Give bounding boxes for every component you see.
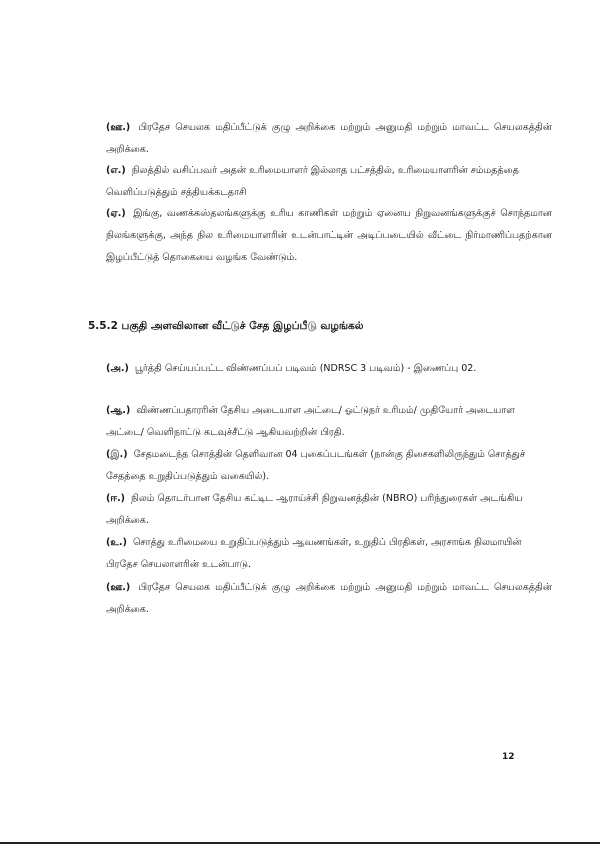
- paragraph-e: [106, 160, 552, 204]
- item-text: இங்கு, வணக்கஸ்தலங்களுக்கு உரிய காணிகள் மற்றும் ஏனைய நிறுவனங்களுக்குச் சொந்தமான நிலங்களுக்கு, அந்த நில உரிமையாளரின் உடன்பாட்டின் அடிப்படையில் வீட்டை நிர்மாணிப்பதற்கான இழப்பீட்டுத் தொகையை வழங்க வேண்டும்.: [106, 208, 552, 263]
- paragraph-ee: [106, 203, 552, 269]
- paragraph-ii: [106, 488, 552, 532]
- item-text: சொத்து உரிமையை உறுதிப்படுத்தும் ஆவணங்கள், உறுதிப் பிரதிகள், அரசாங்க நிலமாயின் பிரதேச செயலாளரின் உடன்பாடு.: [106, 537, 522, 570]
- paragraph-aa: [106, 400, 552, 444]
- item-marker: (ஏ.): [106, 208, 126, 219]
- section-heading: 5.5.2 பகுதி அளவிலான வீட்டுச் சேத இழப்பீடு வழங்கல்: [88, 320, 364, 332]
- paragraph-uu-2: [106, 577, 552, 621]
- page-number: 12: [502, 752, 515, 762]
- item-marker: (இ.): [106, 449, 128, 460]
- item-text: விண்ணப்பதாரரின் தேசிய அடையாள அட்டை/ ஓட்டுநர் உரிமம்/ முதியோர் அடையாள அட்டை/ வெளிநாட்டு கடவுச்சீட்டு ஆகியவற்றின் பிரதி.: [106, 405, 515, 438]
- item-text: நிலம் தொடர்பான தேசிய கட்டிட ஆராய்ச்சி நிறுவனத்தின் (NBRO) பரிந்துரைகள் அடங்கிய அறிக்கை.: [106, 493, 523, 526]
- item-text: நிலத்தில் வசிப்பவர் அதன் உரிமையாளர் இல்லாத பட்சத்தில், உரிமையாளரின் சம்மதத்தை வெளிப்படுத்தும் சத்தியக்கடதாசி: [106, 165, 519, 198]
- item-marker: (எ.): [106, 165, 126, 176]
- paragraph-i: [106, 444, 552, 488]
- item-text: பூர்த்தி செய்யப்பட்ட விண்ணப்பப் படிவம் (NDRSC 3 படிவம்) - இணைப்பு 02.: [134, 363, 477, 374]
- item-marker: (அ.): [106, 363, 129, 374]
- item-marker: (ஆ.): [106, 405, 131, 416]
- item-marker: (ஊ.): [106, 582, 131, 593]
- item-marker: (ஊ.): [106, 122, 131, 133]
- paragraph-a: [106, 358, 552, 380]
- paragraph-uu: [106, 117, 552, 161]
- item-text: பிரதேச செயலக மதிப்பீட்டுக் குழு அறிக்கை மற்றும் அனுமதி மற்றும் மாவட்ட செயலகத்தின் அறிக்கை.: [106, 122, 552, 155]
- item-text: சேதமடைந்த சொத்தின் தெளிவான 04 புகைப்படங்கள் (நான்கு திசைகளிலிருந்தும் சொத்துச் சேதத்தை உறுதிப்படுத்தும் வகையில்).: [106, 449, 526, 482]
- item-text: பிரதேச செயலக மதிப்பீட்டுக் குழு அறிக்கை மற்றும் அனுமதி மற்றும் மாவட்ட செயலகத்தின் அறிக்கை.: [106, 582, 552, 615]
- page-bottom-edge: [0, 842, 600, 844]
- item-marker: (ஈ.): [106, 493, 125, 504]
- item-marker: (உ.): [106, 537, 127, 548]
- paragraph-u: [106, 532, 552, 576]
